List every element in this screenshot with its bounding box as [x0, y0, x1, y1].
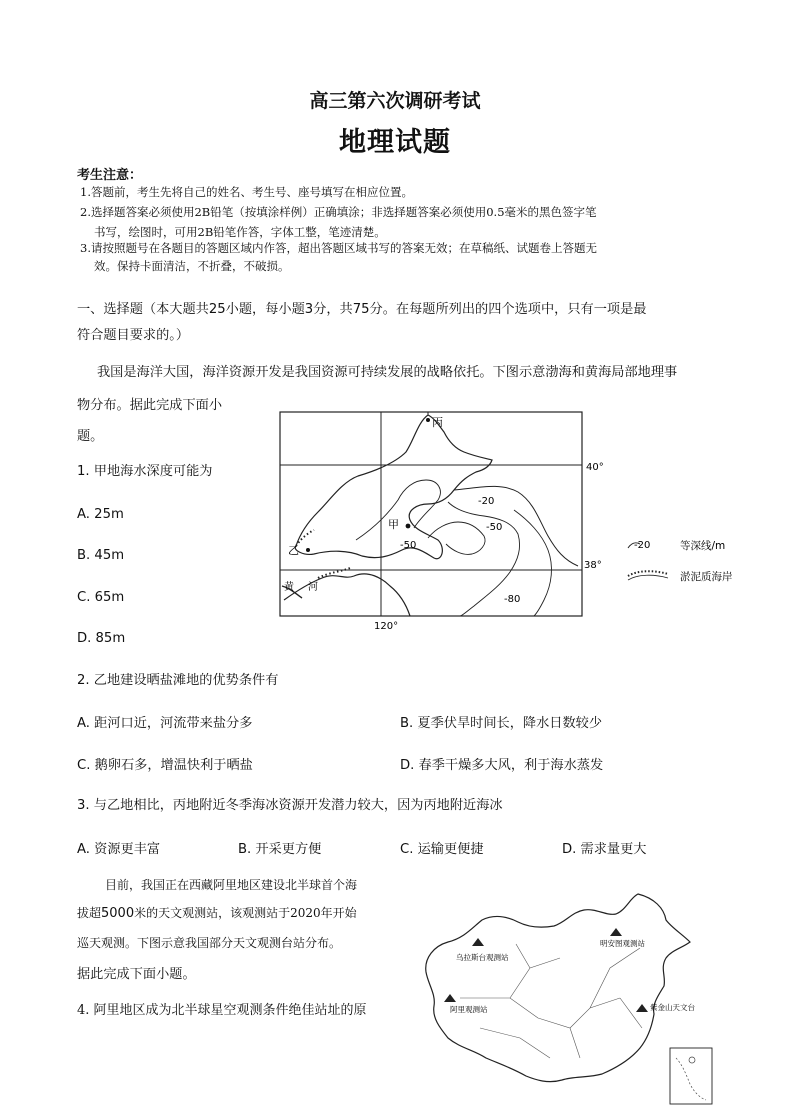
station-mingan-icon [610, 928, 622, 936]
china-observatory-map [420, 888, 720, 1113]
intro2-line3: 巡天观测。下图示意我国部分天文观测台站分布。 [77, 936, 342, 950]
intro-paragraph-end: 题。 [77, 429, 104, 444]
question-2-option-a[interactable]: A. 距河口近，河流带来盐分多 [77, 716, 253, 731]
label-contour-50a: -50 [400, 540, 417, 551]
label-contour-20: -20 [478, 496, 495, 507]
south-china-sea-inset [670, 1048, 712, 1104]
question-1-option-b[interactable]: B. 45m [77, 548, 125, 563]
question-3-option-c[interactable]: C. 运输更便捷 [400, 842, 484, 857]
station-zijinshan-label: 紫金山天文台 [650, 1003, 695, 1012]
question-2-option-b[interactable]: B. 夏季伏旱时间长，降水日数较少 [400, 716, 603, 731]
notice-item-3: 3.请按照题号在各题目的答题区域内作答，超出答题区域书写的答案无效；在草稿纸、试题卷上答题无 [80, 241, 597, 255]
question-1-option-c[interactable]: C. 65m [77, 590, 125, 605]
legend-muddy-coast-line2 [628, 575, 668, 580]
question-3-option-a[interactable]: A. 资源更丰富 [77, 842, 161, 857]
intro2-line2 [77, 904, 357, 921]
intro-paragraph: 我国是海洋大国，海洋资源开发是我国资源可持续发展的战略依托。下图示意渤海和黄海局部地理事 [97, 365, 678, 380]
legend-contour-label: 等深线/m [680, 540, 726, 552]
legend-contour-value: -20 [634, 540, 651, 551]
notice-item-2-cont: 书写，绘图时，可用2B铅笔作答，字体工整，笔迹清楚。 [94, 225, 386, 239]
question-1-option-a[interactable]: A. 25m [77, 507, 124, 522]
label-contour-50b: -50 [486, 522, 503, 533]
station-mingan-label: 明安图观测站 [600, 939, 645, 948]
station-zijinshan-icon [636, 1004, 648, 1012]
station-wulasitai-label: 乌拉斯台观测站 [456, 953, 509, 962]
station-ali-icon [444, 994, 456, 1002]
point-yi [306, 548, 310, 552]
question-4-number: 4. [77, 1003, 90, 1018]
label-lat-40: 40° [586, 462, 604, 473]
notice-item-2: 2.选择题答案必须使用2B铅笔（按填涂样例）正确填涂；非选择题答案必须使用0.5毫米的黑色签字笔 [80, 205, 597, 219]
label-lat-38: 38° [584, 560, 602, 571]
intro2-line4: 据此完成下面小题。 [77, 967, 196, 982]
question-3-option-b[interactable]: B. 开采更方便 [238, 842, 322, 857]
question-4-stem [77, 999, 367, 1018]
question-1-option-d[interactable]: D. 85m [77, 631, 126, 646]
question-2-option-d[interactable]: D. 春季干燥多大风，利于海水蒸发 [400, 758, 604, 773]
label-huang: 黄 [284, 582, 294, 593]
label-bing: 丙 [432, 416, 443, 429]
legend-coast-label: 淤泥质海岸 [680, 571, 733, 583]
label-contour-80: -80 [504, 594, 521, 605]
station-wulasitai-icon [472, 938, 484, 946]
exam-title: 高三第六次调研考试 [309, 90, 481, 112]
question-2-option-c[interactable]: C. 鹅卵石多，增温快利于晒盐 [77, 758, 253, 773]
point-jia [406, 524, 411, 529]
section-heading-cont: 符合题目要求的。） [77, 328, 190, 343]
question-3-stem: 3. 与乙地相比，丙地附近冬季海冰资源开发潜力较大，因为丙地附近海冰 [77, 798, 503, 813]
question-4-text: 阿里地区成为北半球星空观测条件绝佳站址的原 [93, 1003, 367, 1018]
question-1-stem: 1. 甲地海水深度可能为 [77, 464, 213, 479]
label-yi: 乙 [288, 544, 299, 557]
china-outline [426, 894, 690, 1082]
question-2-stem: 2. 乙地建设晒盐滩地的优势条件有 [77, 673, 279, 688]
intro2-line2-a: 拔超 [77, 906, 102, 920]
intro2-line2-c: 米的天文观测站，该观测站于2020年开始 [134, 906, 357, 920]
bohai-yellow-sea-map [278, 410, 638, 635]
point-bing [426, 418, 430, 422]
question-3-option-d[interactable]: D. 需求量更大 [562, 842, 647, 857]
intro-paragraph-cont: 物分布。据此完成下面小 [77, 398, 223, 413]
notice-item-3-cont: 效。保持卡面清洁，不折叠，不破损。 [94, 259, 290, 273]
station-ali-label: 阿里观测站 [450, 1005, 488, 1014]
label-jia: 甲 [388, 518, 399, 531]
map-legend [624, 534, 774, 590]
label-he: 河 [308, 582, 318, 593]
notice-title: 考生注意： [77, 168, 143, 183]
label-lon-120: 120° [374, 621, 399, 632]
notice-item-1: 1.答题前，考生先将自己的姓名、考生号、座号填写在相应位置。 [80, 185, 413, 199]
intro2-line1: 目前，我国正在西藏阿里地区建设北半球首个海 [105, 878, 358, 892]
intro2-line2-b: 5000 [101, 906, 135, 921]
subject-title: 地理试题 [339, 127, 451, 158]
section-heading: 一、选择题（本大题共25小题，每小题3分，共75分。在每题所列出的四个选项中，只有一项是最 [77, 302, 647, 317]
